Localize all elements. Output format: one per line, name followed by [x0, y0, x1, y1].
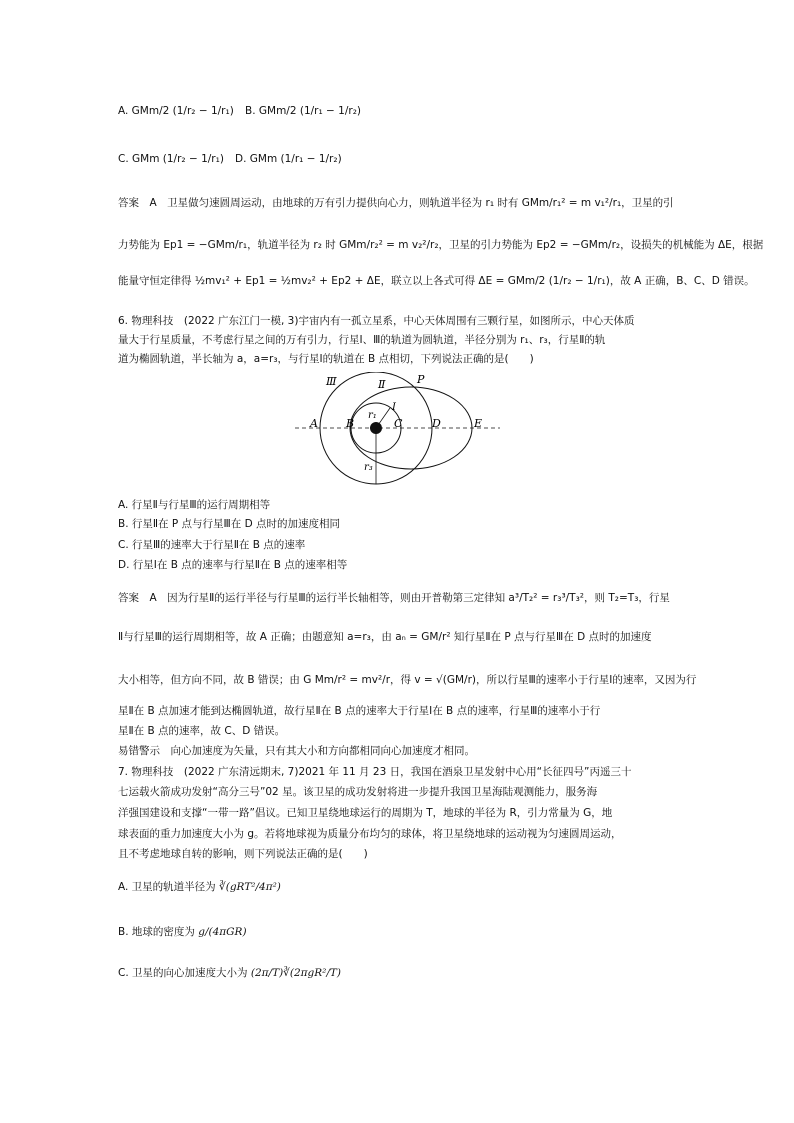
q6-option-c: C. 行星Ⅲ的速率大于行星Ⅱ在 B 点的速率 — [118, 539, 306, 551]
q6-option-d: D. 行星Ⅰ在 B 点的速率与行星Ⅱ在 B 点的速率相等 — [118, 559, 348, 571]
r1-line — [376, 408, 390, 428]
q6-answer-line-2: Ⅱ与行星Ⅲ的运行周期相等，故 A 正确；由题意知 a=r₃，由 aₙ = GM/r² 知行星Ⅱ在 P 点与行星Ⅲ在 D 点时的加速度 — [118, 631, 652, 643]
label-r1: r₁ — [368, 410, 377, 421]
label-a: A — [310, 417, 318, 430]
label-r3: r₃ — [364, 462, 373, 473]
q7-stem-line-3: 洋强国建设和支撑“一带一路”倡议。已知卫星绕地球运行的周期为 T，地球的半径为 R，引力常量为 G，地 — [118, 807, 613, 819]
label-p: P — [417, 373, 425, 386]
q6-answer-line-3: 大小相等，但方向不同，故 B 错误；由 G Mm/r² = mv²/r，得 v = √(GM/r)，所以行星Ⅲ的速率小于行星Ⅰ的速率，又因为行 — [118, 674, 697, 686]
q6-error-tip: 易错警示 向心加速度为矢量，只有其大小和方向都相同向心加速度才相同。 — [118, 745, 475, 757]
q5-answer-line-1: 答案 A 卫星做匀速圆周运动，由地球的万有引力提供向心力，则轨道半径为 r₁ 时有 GMm/r₁² = m v₁²/r₁，卫星的引 — [118, 197, 674, 209]
label-c: C — [394, 417, 403, 430]
q5-answer-line-3: 能量守恒定律得 ½mv₁² + Ep1 = ½mv₂² + Ep2 + ΔE，联立以上各式可得 ΔE = GMm/2 (1/r₂ − 1/r₁)，故 A 正确，B、C、D 错误。 — [118, 275, 755, 287]
q6-answer-line-4: 星Ⅱ在 B 点加速才能到达椭圆轨道，故行星Ⅱ在 B 点的速率大于行星Ⅰ在 B 点的速率，行星Ⅲ的速率小于行 — [118, 705, 601, 717]
q7-option-c: C. 卫星的向心加速度大小为 (2π/T)∛(2πgR²/T) — [118, 967, 342, 979]
q6-stem-line-2: 量大于行星质量，不考虑行星之间的万有引力，行星Ⅰ、Ⅲ的轨道为圆轨道，半径分别为 r₁、r₃，行星Ⅱ的轨 — [118, 334, 606, 346]
q6-option-a: A. 行星Ⅱ与行星Ⅲ的运行周期相等 — [118, 499, 271, 511]
q7-option-b-expr: g/(4πGR) — [198, 926, 247, 938]
q5-option-d: D. GMm (1/r₁ − 1/r₂) — [235, 153, 342, 165]
q5-option-a: A. GMm/2 (1/r₂ − 1/r₁) — [118, 105, 234, 117]
q7-stem-line-1: 7. 物理科技 (2022 广东清远期末, 7)2021 年 11 月 23 日，我国在酒泉卫星发射中心用“长征四号”丙遥三十 — [118, 766, 632, 778]
label-d: D — [432, 417, 441, 430]
q6-option-b: B. 行星Ⅱ在 P 点与行星Ⅲ在 D 点时的加速度相同 — [118, 518, 341, 530]
q5-option-b: B. GMm/2 (1/r₁ − 1/r₂) — [245, 105, 362, 117]
q7-stem-line-2: 七运载火箭成功发射“高分三号”02 星。该卫星的成功发射将进一步提升我国卫星海陆观测能力，服务海 — [118, 786, 598, 798]
q7-option-a: A. 卫星的轨道半径为 ∛(gRT²/4π²) — [118, 881, 281, 893]
label-iii: Ⅲ — [326, 375, 337, 388]
q7-option-c-expr: (2π/T)∛(2πgR²/T) — [250, 967, 342, 979]
q5-option-c: C. GMm (1/r₂ − 1/r₁) — [118, 153, 224, 165]
label-b: B — [346, 417, 355, 430]
q5-answer-line-2: 力势能为 Ep1 = −GMm/r₁，轨道半径为 r₂ 时 GMm/r₂² = m v₂²/r₂，卫星的引力势能为 Ep2 = −GMm/r₂，设损失的机械能为 ΔE，根据 — [118, 239, 764, 251]
q6-stem-line-1: 6. 物理科技 (2022 广东江门一模, 3)宇宙内有一孤立星系，中心天体周围有三颗行星，如图所示，中心天体质 — [118, 315, 635, 327]
q6-answer-line-5: 星Ⅱ在 B 点的速率，故 C、D 错误。 — [118, 725, 286, 737]
q7-option-a-expr: ∛(gRT²/4π²) — [219, 881, 281, 893]
q7-option-b: B. 地球的密度为 g/(4πGR) — [118, 926, 247, 938]
q7-stem-line-4: 球表面的重力加速度大小为 g。若将地球视为质量分布均匀的球体，将卫星绕地球的运动视为匀速圆周运动， — [118, 828, 622, 840]
orbit-diagram — [290, 372, 510, 490]
label-ii: Ⅱ — [378, 378, 386, 391]
q7-stem-line-5: 且不考虑地球自转的影响，则下列说法正确的是( ) — [118, 848, 368, 860]
q6-stem-line-3: 道为椭圆轨道，半长轴为 a，a=r₃，与行星Ⅰ的轨道在 B 点相切，下列说法正确的是( ) — [118, 353, 534, 365]
label-i: I — [392, 402, 396, 413]
q6-answer-line-1: 答案 A 因为行星Ⅱ的运行半径与行星Ⅲ的运行半长轴相等，则由开普勒第三定律知 a³/T₂² = r₃³/T₃²，则 T₂=T₃，行星 — [118, 592, 670, 604]
label-e: E — [474, 417, 483, 430]
